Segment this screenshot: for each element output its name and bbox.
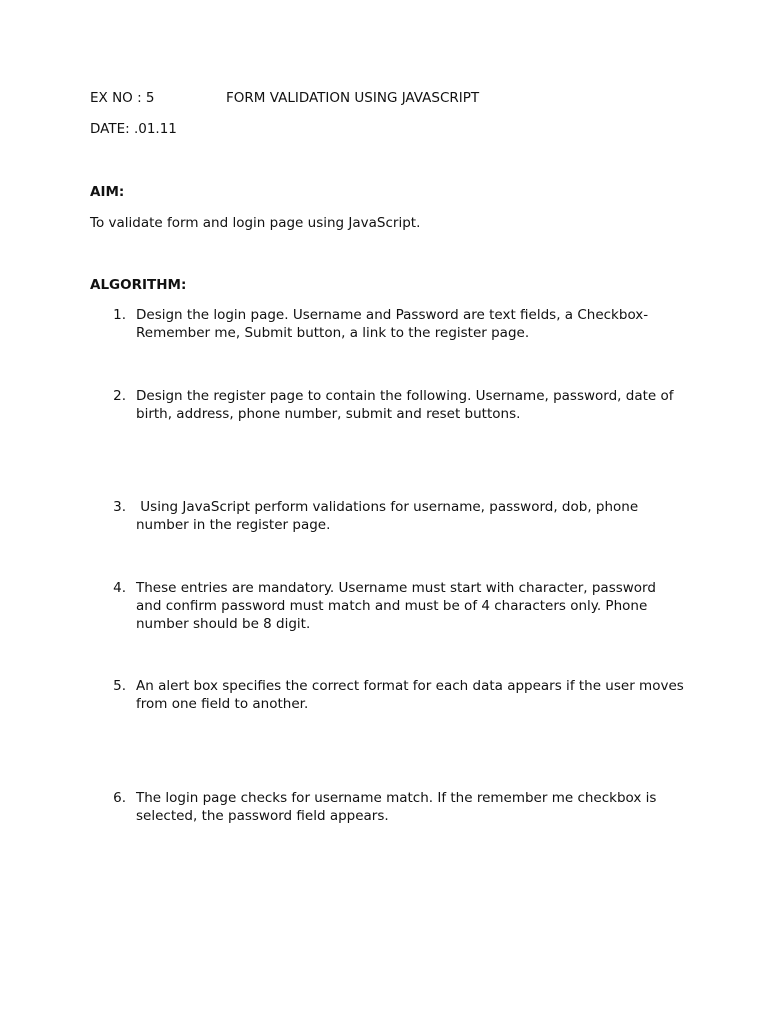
document-title: FORM VALIDATION USING JAVASCRIPT xyxy=(226,90,480,106)
step-number: 2. xyxy=(113,388,126,404)
algorithm-heading: ALGORITHM: xyxy=(90,277,187,293)
step-text: These entries are mandatory. Username must start with character, password and confirm password must match and must be of 4 characters only. Phone number should be 8 digit. xyxy=(136,580,656,632)
step-number: 6. xyxy=(113,790,126,806)
step-text: Using JavaScript perform validations for username, password, dob, phone number in the register page. xyxy=(136,499,643,533)
step-number: 3. xyxy=(113,499,126,515)
step-number: 1. xyxy=(113,307,126,323)
step-text: An alert box specifies the correct format for each data appears if the user moves from one field to another. xyxy=(136,678,684,712)
step-text: Design the register page to contain the following. Username, password, date of birth, address, phone number, submit and reset buttons. xyxy=(136,388,674,422)
aim-heading: AIM: xyxy=(90,184,125,200)
aim-text: To validate form and login page using JavaScript. xyxy=(90,215,421,231)
step-text: Design the login page. Username and Password are text fields, a Checkbox-Remember me, Submit button, a link to the register page. xyxy=(136,307,649,341)
document-date: DATE: .01.11 xyxy=(90,121,177,137)
step-text: The login page checks for username match. If the remember me checkbox is selected, the password field appears. xyxy=(136,790,657,824)
step-number: 4. xyxy=(113,580,126,596)
exercise-number: EX NO : 5 xyxy=(90,90,155,106)
step-number: 5. xyxy=(113,678,126,694)
